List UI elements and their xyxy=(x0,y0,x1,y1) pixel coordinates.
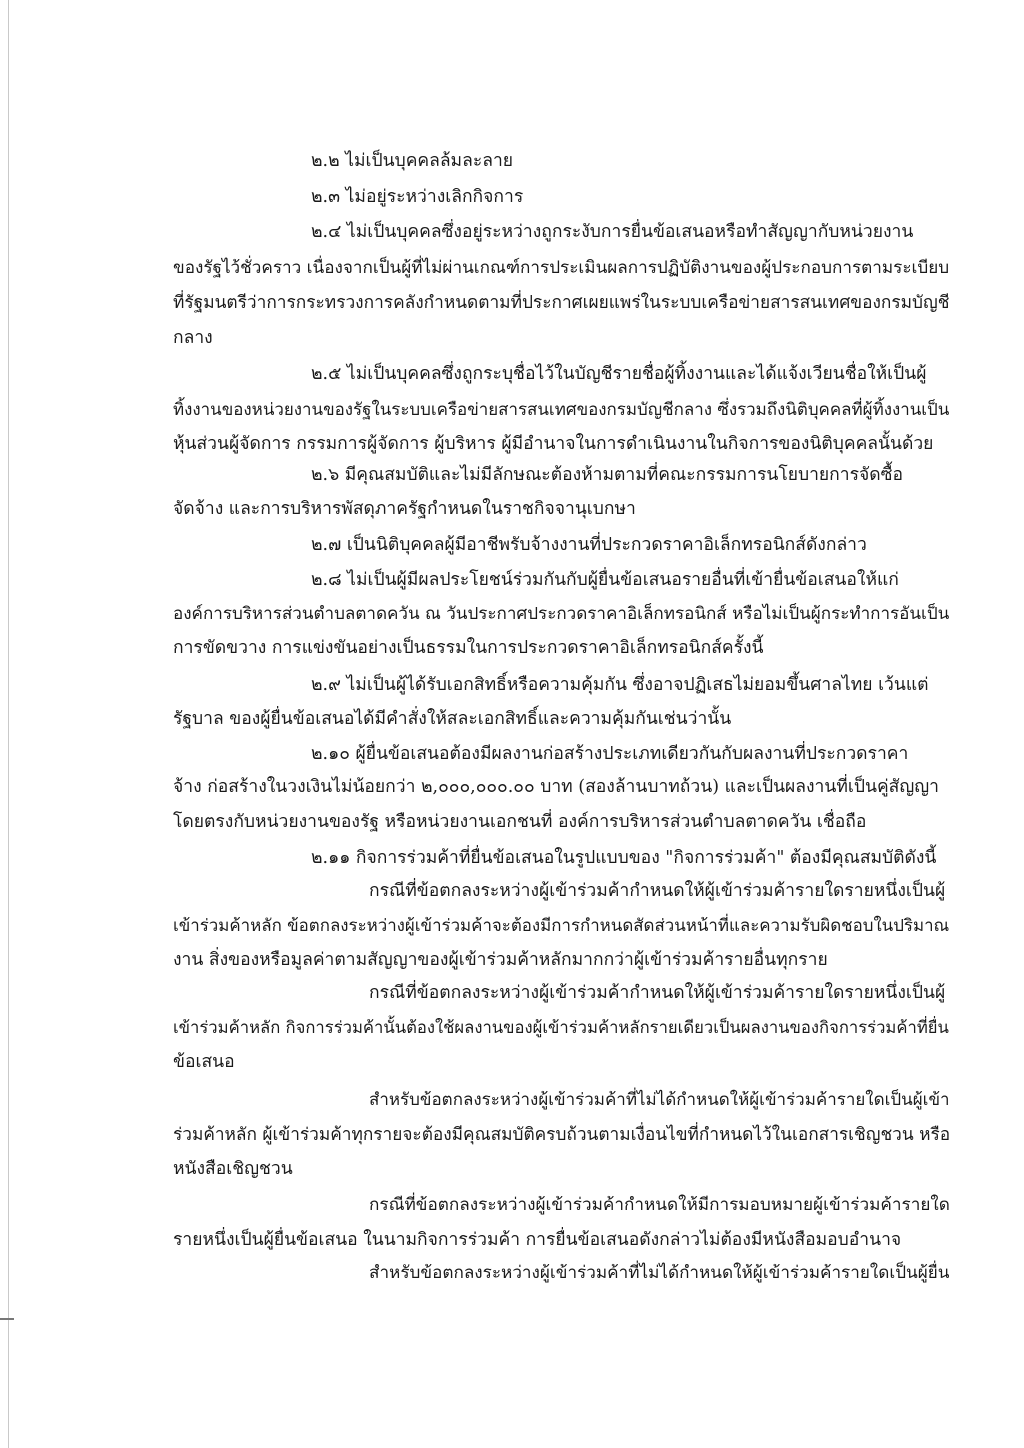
joint-venture-case-2-cont-2: ข้อเสนอ xyxy=(173,1052,235,1072)
clause-2-9-cont-1: รัฐบาล ของผู้ยื่นข้อเสนอได้มีคำสั่งให้สละเอกสิทธิ์และความคุ้มกันเช่นว่านั้น xyxy=(173,709,732,729)
clause-2-4-cont-1: ของรัฐไว้ชั่วคราว เนื่องจากเป็นผู้ที่ไม่ผ่านเกณฑ์การประเมินผลการปฏิบัติงานของผู้ประกอบการตามระเบียบ xyxy=(173,258,950,278)
joint-venture-case-2-cont-1: เข้าร่วมค้าหลัก กิจการร่วมค้านั้นต้องใช้ผลงานของผู้เข้าร่วมค้าหลักรายเดียวเป็นผลงานของกิจการร่วมค้าที่ยื่น xyxy=(173,1018,949,1037)
clause-2-8-cont-2: การขัดขวาง การแข่งขันอย่างเป็นธรรมในการประกวดราคาอิเล็กทรอนิกส์ครั้งนี้ xyxy=(173,638,764,658)
clause-2-5-cont-1: ทิ้งงานของหน่วยงานของรัฐในระบบเครือข่ายสารสนเทศของกรมบัญชีกลาง ซึ่งรวมถึงนิติบุคคลที่ผู้ทิ้งงานเป็น xyxy=(173,399,950,419)
clause-2-5-cont-2: หุ้นส่วนผู้จัดการ กรรมการผู้จัดการ ผู้บริหาร ผู้มีอำนาจในการดำเนินงานในกิจการของนิติบุคคลนั้นด้วย xyxy=(173,434,934,454)
joint-venture-case-5: สำหรับข้อตกลงระหว่างผู้เข้าร่วมค้าที่ไม่ได้กำหนดให้ผู้เข้าร่วมค้ารายใดเป็นผู้ยื่น xyxy=(369,1263,950,1283)
clause-2-4-cont-2: ที่รัฐมนตรีว่าการกระทรวงการคลังกำหนดตามที่ประกาศเผยแพร่ในระบบเครือข่ายสารสนเทศของกรมบัญชี xyxy=(173,293,950,313)
joint-venture-case-1-cont-1: เข้าร่วมค้าหลัก ข้อตกลงระหว่างผู้เข้าร่วมค้าจะต้องมีการกำหนดสัดส่วนหน้าที่และความรับผิดชอบในปริมาณ xyxy=(173,915,950,935)
clause-2-3: ๒.๓ ไม่อยู่ระหว่างเลิกกิจการ xyxy=(311,187,524,207)
joint-venture-case-3: สำหรับข้อตกลงระหว่างผู้เข้าร่วมค้าที่ไม่ได้กำหนดให้ผู้เข้าร่วมค้ารายใดเป็นผู้เข้า xyxy=(369,1089,950,1109)
joint-venture-case-2: กรณีที่ข้อตกลงระหว่างผู้เข้าร่วมค้ากำหนดให้ผู้เข้าร่วมค้ารายใดรายหนึ่งเป็นผู้ xyxy=(369,983,946,1003)
scan-edge-line xyxy=(8,0,9,1448)
joint-venture-case-4-cont-1: รายหนึ่งเป็นผู้ยื่นข้อเสนอ ในนามกิจการร่วมค้า การยื่นข้อเสนอดังกล่าวไม่ต้องมีหนังสือมอบอำนาจ xyxy=(173,1230,902,1250)
clause-2-8: ๒.๘ ไม่เป็นผู้มีผลประโยชน์ร่วมกันกับผู้ยื่นข้อเสนอรายอื่นที่เข้ายื่นข้อเสนอให้แก่ xyxy=(311,570,899,590)
clause-2-7: ๒.๗ เป็นนิติบุคคลผู้มีอาชีพรับจ้างงานที่ประกวดราคาอิเล็กทรอนิกส์ดังกล่าว xyxy=(311,535,867,555)
scan-edge-mark xyxy=(0,1318,14,1320)
joint-venture-case-1-cont-2: งาน สิ่งของหรือมูลค่าตามสัญญาของผู้เข้าร่วมค้าหลักมากกว่าผู้เข้าร่วมค้ารายอื่นทุกราย xyxy=(173,950,828,970)
clause-2-10-cont-2: โดยตรงกับหน่วยงานของรัฐ หรือหน่วยงานเอกชนที่ องค์การบริหารส่วนตำบลตาดควัน เชื่อถือ xyxy=(173,812,867,832)
joint-venture-case-3-cont-2: หนังสือเชิญชวน xyxy=(173,1159,293,1179)
clause-2-10: ๒.๑๐ ผู้ยื่นข้อเสนอต้องมีผลงานก่อสร้างประเภทเดียวกันกับผลงานที่ประกวดราคา xyxy=(311,744,909,764)
clause-2-8-cont-1: องค์การบริหารส่วนตำบลตาดควัน ณ วันประกาศประกวดราคาอิเล็กทรอนิกส์ หรือไม่เป็นผู้กระทำการอันเป็น xyxy=(173,604,950,624)
joint-venture-case-3-cont-1: ร่วมค้าหลัก ผู้เข้าร่วมค้าทุกรายจะต้องมีคุณสมบัติครบถ้วนตามเงื่อนไขที่กำหนดไว้ในเอกสารเชิญชวน หรือ xyxy=(173,1125,951,1145)
clause-2-5: ๒.๕ ไม่เป็นบุคคลซึ่งถูกระบุชื่อไว้ในบัญชีรายชื่อผู้ทิ้งงานและได้แจ้งเวียนชื่อให้เป็นผู้ xyxy=(311,364,927,384)
clause-2-9: ๒.๙ ไม่เป็นผู้ได้รับเอกสิทธิ์หรือความคุ้มกัน ซึ่งอาจปฏิเสธไม่ยอมขึ้นศาลไทย เว้นแต่ xyxy=(311,675,929,695)
clause-2-11: ๒.๑๑ กิจการร่วมค้าที่ยื่นข้อเสนอในรูปแบบของ "กิจการร่วมค้า" ต้องมีคุณสมบัติดังนี้ xyxy=(311,848,937,868)
clause-2-10-cont-1: จ้าง ก่อสร้างในวงเงินไม่น้อยกว่า ๒,๐๐๐,๐๐๐.๐๐ บาท (สองล้านบาทถ้วน) และเป็นผลงานที่เป็นคู่สัญญา xyxy=(173,777,939,797)
clause-2-6-cont-1: จัดจ้าง และการบริหารพัสดุภาครัฐกำหนดในราชกิจจานุเบกษา xyxy=(173,499,636,519)
clause-2-4-cont-3: กลาง xyxy=(173,328,213,348)
joint-venture-case-4: กรณีที่ข้อตกลงระหว่างผู้เข้าร่วมค้ากำหนดให้มีการมอบหมายผู้เข้าร่วมค้ารายใด xyxy=(369,1195,950,1215)
clause-2-2: ๒.๒ ไม่เป็นบุคคลล้มละลาย xyxy=(311,151,514,171)
joint-venture-case-1: กรณีที่ข้อตกลงระหว่างผู้เข้าร่วมค้ากำหนดให้ผู้เข้าร่วมค้ารายใดรายหนึ่งเป็นผู้ xyxy=(369,881,946,901)
clause-2-4: ๒.๔ ไม่เป็นบุคคลซึ่งอยู่ระหว่างถูกระงับการยื่นข้อเสนอหรือทำสัญญากับหน่วยงาน xyxy=(311,222,914,242)
clause-2-6: ๒.๖ มีคุณสมบัติและไม่มีลักษณะต้องห้ามตามที่คณะกรรมการนโยบายการจัดซื้อ xyxy=(311,465,904,485)
